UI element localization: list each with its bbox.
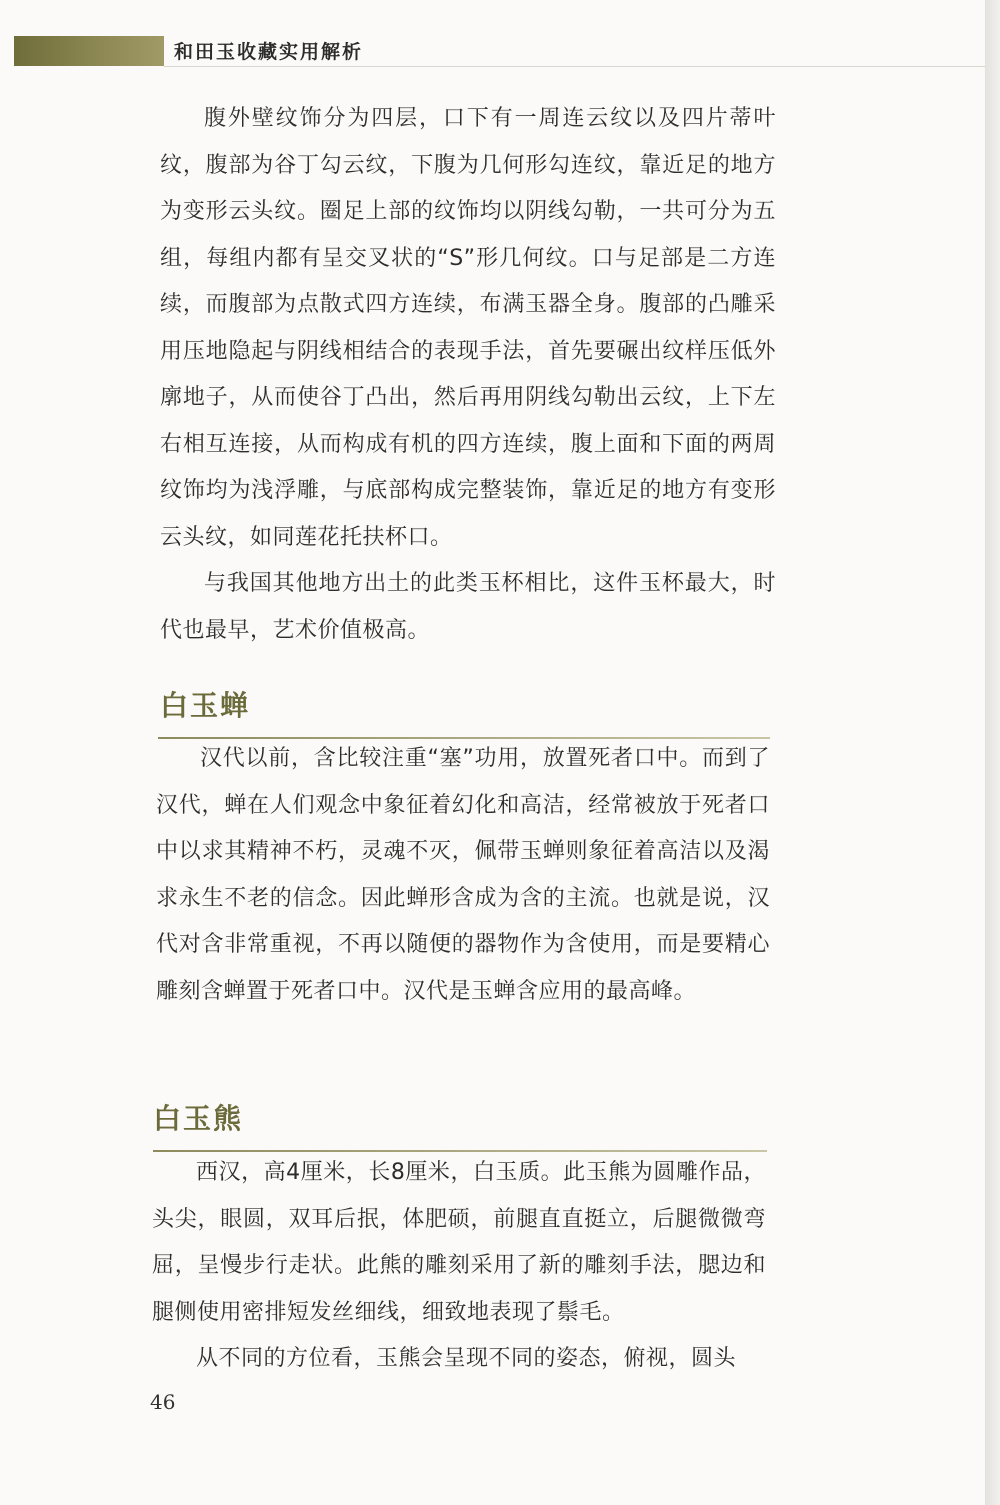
page-edge [985, 0, 1000, 1505]
intro-paragraph-1: 腹外壁纹饰分为四层，口下有一周连云纹以及四片蒂叶纹，腹部为谷丁勾云纹，下腹为几何形勾连纹，靠近足的地方为变形云头纹。圈足上部的纹饰均以阴线勾勒，一共可分为五组，每组内都有呈交叉状的“S”形几何纹。口与足部是二方连续，而腹部为点散式四方连续，布满玉器全身。腹部的凸雕采用压地隐起与阴线相结合的表现手法，首先要碾出纹样压低外廓地子，从而使谷丁凸出，然后再用阴线勾勒出云纹，上下左右相互连接，从而构成有机的四方连续，腹上面和下面的两周纹饰均为浅浮雕，与底部构成完整装饰，靠近足的地方有变形云头纹，如同莲花托扶杯口。 [160, 106, 776, 550]
intro-paragraph-2: 与我国其他地方出土的此类玉杯相比，这件玉杯最大，时代也最早，艺术价值极高。 [160, 571, 776, 643]
header-color-bar [14, 36, 164, 66]
bear-paragraph-1: 西汉，高4厘米，长8厘米，白玉质。此玉熊为圆雕作品，头尖，眼圆，双耳后抿，体肥硕，前腿直直挺立，后腿微微弯屈，呈慢步行走状。此熊的雕刻采用了新的雕刻手法，腮边和腿侧使用密排短发丝细线，细致地表现了鬃毛。 [152, 1160, 766, 1325]
section-heading-cicada: 白玉蝉 [160, 689, 251, 722]
cicada-text [156, 736, 770, 1015]
page-number: 46 [150, 1390, 176, 1414]
section-heading-bear: 白玉熊 [153, 1102, 244, 1135]
running-header-title: 和田玉收藏实用解析 [174, 41, 364, 63]
cicada-paragraph-1: 汉代以前，含比较注重“塞”功用，放置死者口中。而到了汉代，蝉在人们观念中象征着幻化和高洁，经常被放于死者口中以求其精神不朽，灵魂不灭，佩带玉蝉则象征着高洁以及渴求永生不老的信念。因此蝉形含成为含的主流。也就是说，汉代对含非常重视，不再以随便的器物作为含使用，而是要精心雕刻含蝉置于死者口中。汉代是玉蝉含应用的最高峰。 [156, 746, 770, 1004]
bear-paragraph-2: 从不同的方位看，玉熊会呈现不同的姿态，俯视，圆头 [196, 1346, 737, 1371]
bear-text [152, 1150, 766, 1383]
intro-text [160, 96, 776, 654]
header-rule [164, 66, 985, 67]
